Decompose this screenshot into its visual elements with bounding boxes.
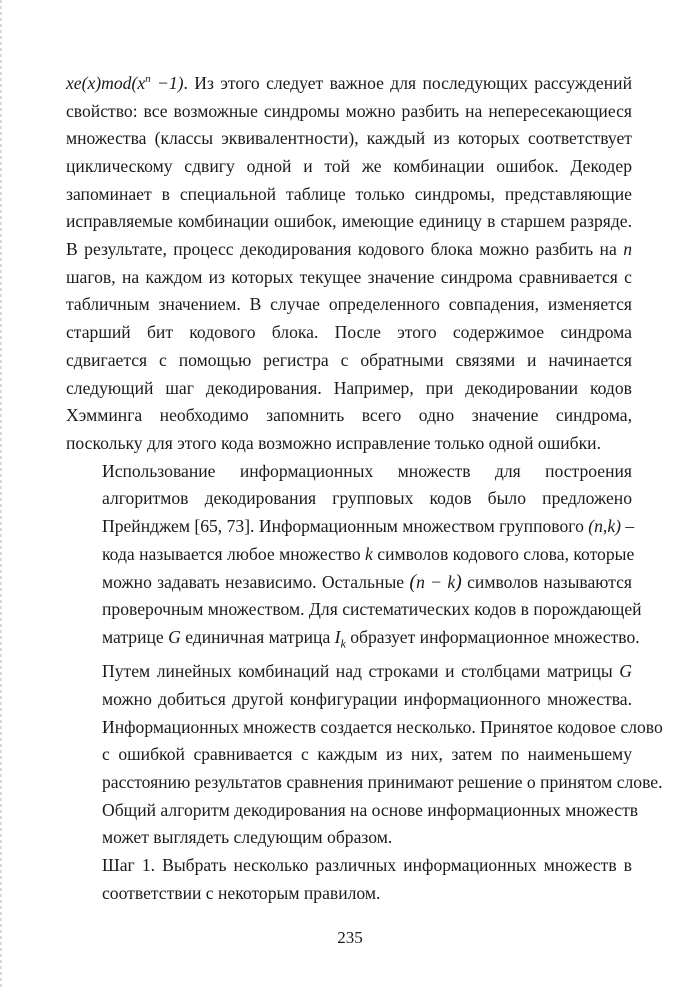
text-line: может выглядеть следующим образом. bbox=[102, 827, 393, 848]
text-line: Шаг 1. Выбрать несколько различных информационных множеств в bbox=[102, 855, 632, 876]
text-line: Путем линейных комбинаций над строками и столбцами матрицы G bbox=[102, 661, 632, 682]
text-line: множества (классы эквивалентности), каждый из которых соответствует bbox=[66, 128, 632, 149]
page-number: 235 bbox=[337, 928, 363, 947]
text-line: кода называется любое множество k символов кодового слова, которые bbox=[102, 543, 635, 564]
paragraph-information-sets bbox=[66, 458, 663, 852]
paragraph-step-1 bbox=[66, 852, 632, 907]
text-line: можно добиться другой конфигурации информационного множества. bbox=[102, 688, 632, 709]
body-text bbox=[66, 66, 663, 907]
text-line: проверочным множеством. Для систематических кодов в порождающей bbox=[102, 599, 642, 620]
paragraph-syndrome-decoding bbox=[66, 66, 632, 458]
text-line: Информационных множеств создается несколько. Принятое кодовое слово bbox=[102, 716, 663, 737]
text-line: с ошибкой сравнивается с каждым из них, затем по наименьшему bbox=[102, 744, 632, 765]
text-line: Общий алгоритм декодирования на основе информационных множеств bbox=[102, 799, 639, 820]
text-line: Хэмминга необходимо запомнить всего одно значение синдрома, bbox=[66, 405, 632, 426]
scan-edge bbox=[0, 0, 4, 990]
text-line: свойство: все возможные синдромы можно разбить на непересекающиеся bbox=[66, 100, 632, 121]
text-line: следующий шаг декодирования. Например, при декодировании кодов bbox=[66, 377, 632, 398]
text-line: циклическому сдвигу одной и той же комбинации ошибок. Декодер bbox=[66, 155, 632, 176]
text-line: В результате, процесс декодирования кодового блока можно разбить на n bbox=[66, 239, 632, 260]
text-line: старший бит кодового блока. После этого содержимое синдрома bbox=[66, 322, 632, 343]
text-line: соответствии с некоторым правилом. bbox=[102, 882, 381, 903]
text-line: Прейнджем [65, 73]. Информационным множеством группового (n,k) – bbox=[102, 516, 635, 537]
text-line: табличным значением. В случае определенного совпадения, изменяется bbox=[66, 294, 632, 315]
text-line: можно задавать независимо. Остальные (n − k) символов называются bbox=[102, 570, 633, 593]
text-line: $xe(x)mod(x^n -1)$. Из этого следует важное для последующих рассуждений bbox=[66, 72, 632, 93]
text-line: запоминает в специальной таблице только синдромы, представляющие bbox=[66, 183, 632, 204]
text-line: Использование информационных множеств для построения bbox=[102, 460, 632, 481]
text-line: сдвигается с помощью регистра с обратными связями и начинается bbox=[66, 349, 632, 370]
text-line: поскольку для этого кода возможно исправление только одной ошибки. bbox=[66, 433, 601, 453]
text-line: шагов, на каждом из которых текущее значение синдрома сравнивается с bbox=[66, 266, 632, 287]
text-line: исправляемые комбинации ошибок, имеющие единицу в старшем разряде. bbox=[66, 211, 632, 232]
text-line: расстоянию результатов сравнения принимают решение о принятом слове. bbox=[102, 771, 663, 792]
text-line: алгоритмов декодирования групповых кодов было предложено bbox=[102, 488, 632, 509]
text-line: матрице G единичная матрица $I_k$ образует информационное множество. bbox=[102, 626, 640, 651]
